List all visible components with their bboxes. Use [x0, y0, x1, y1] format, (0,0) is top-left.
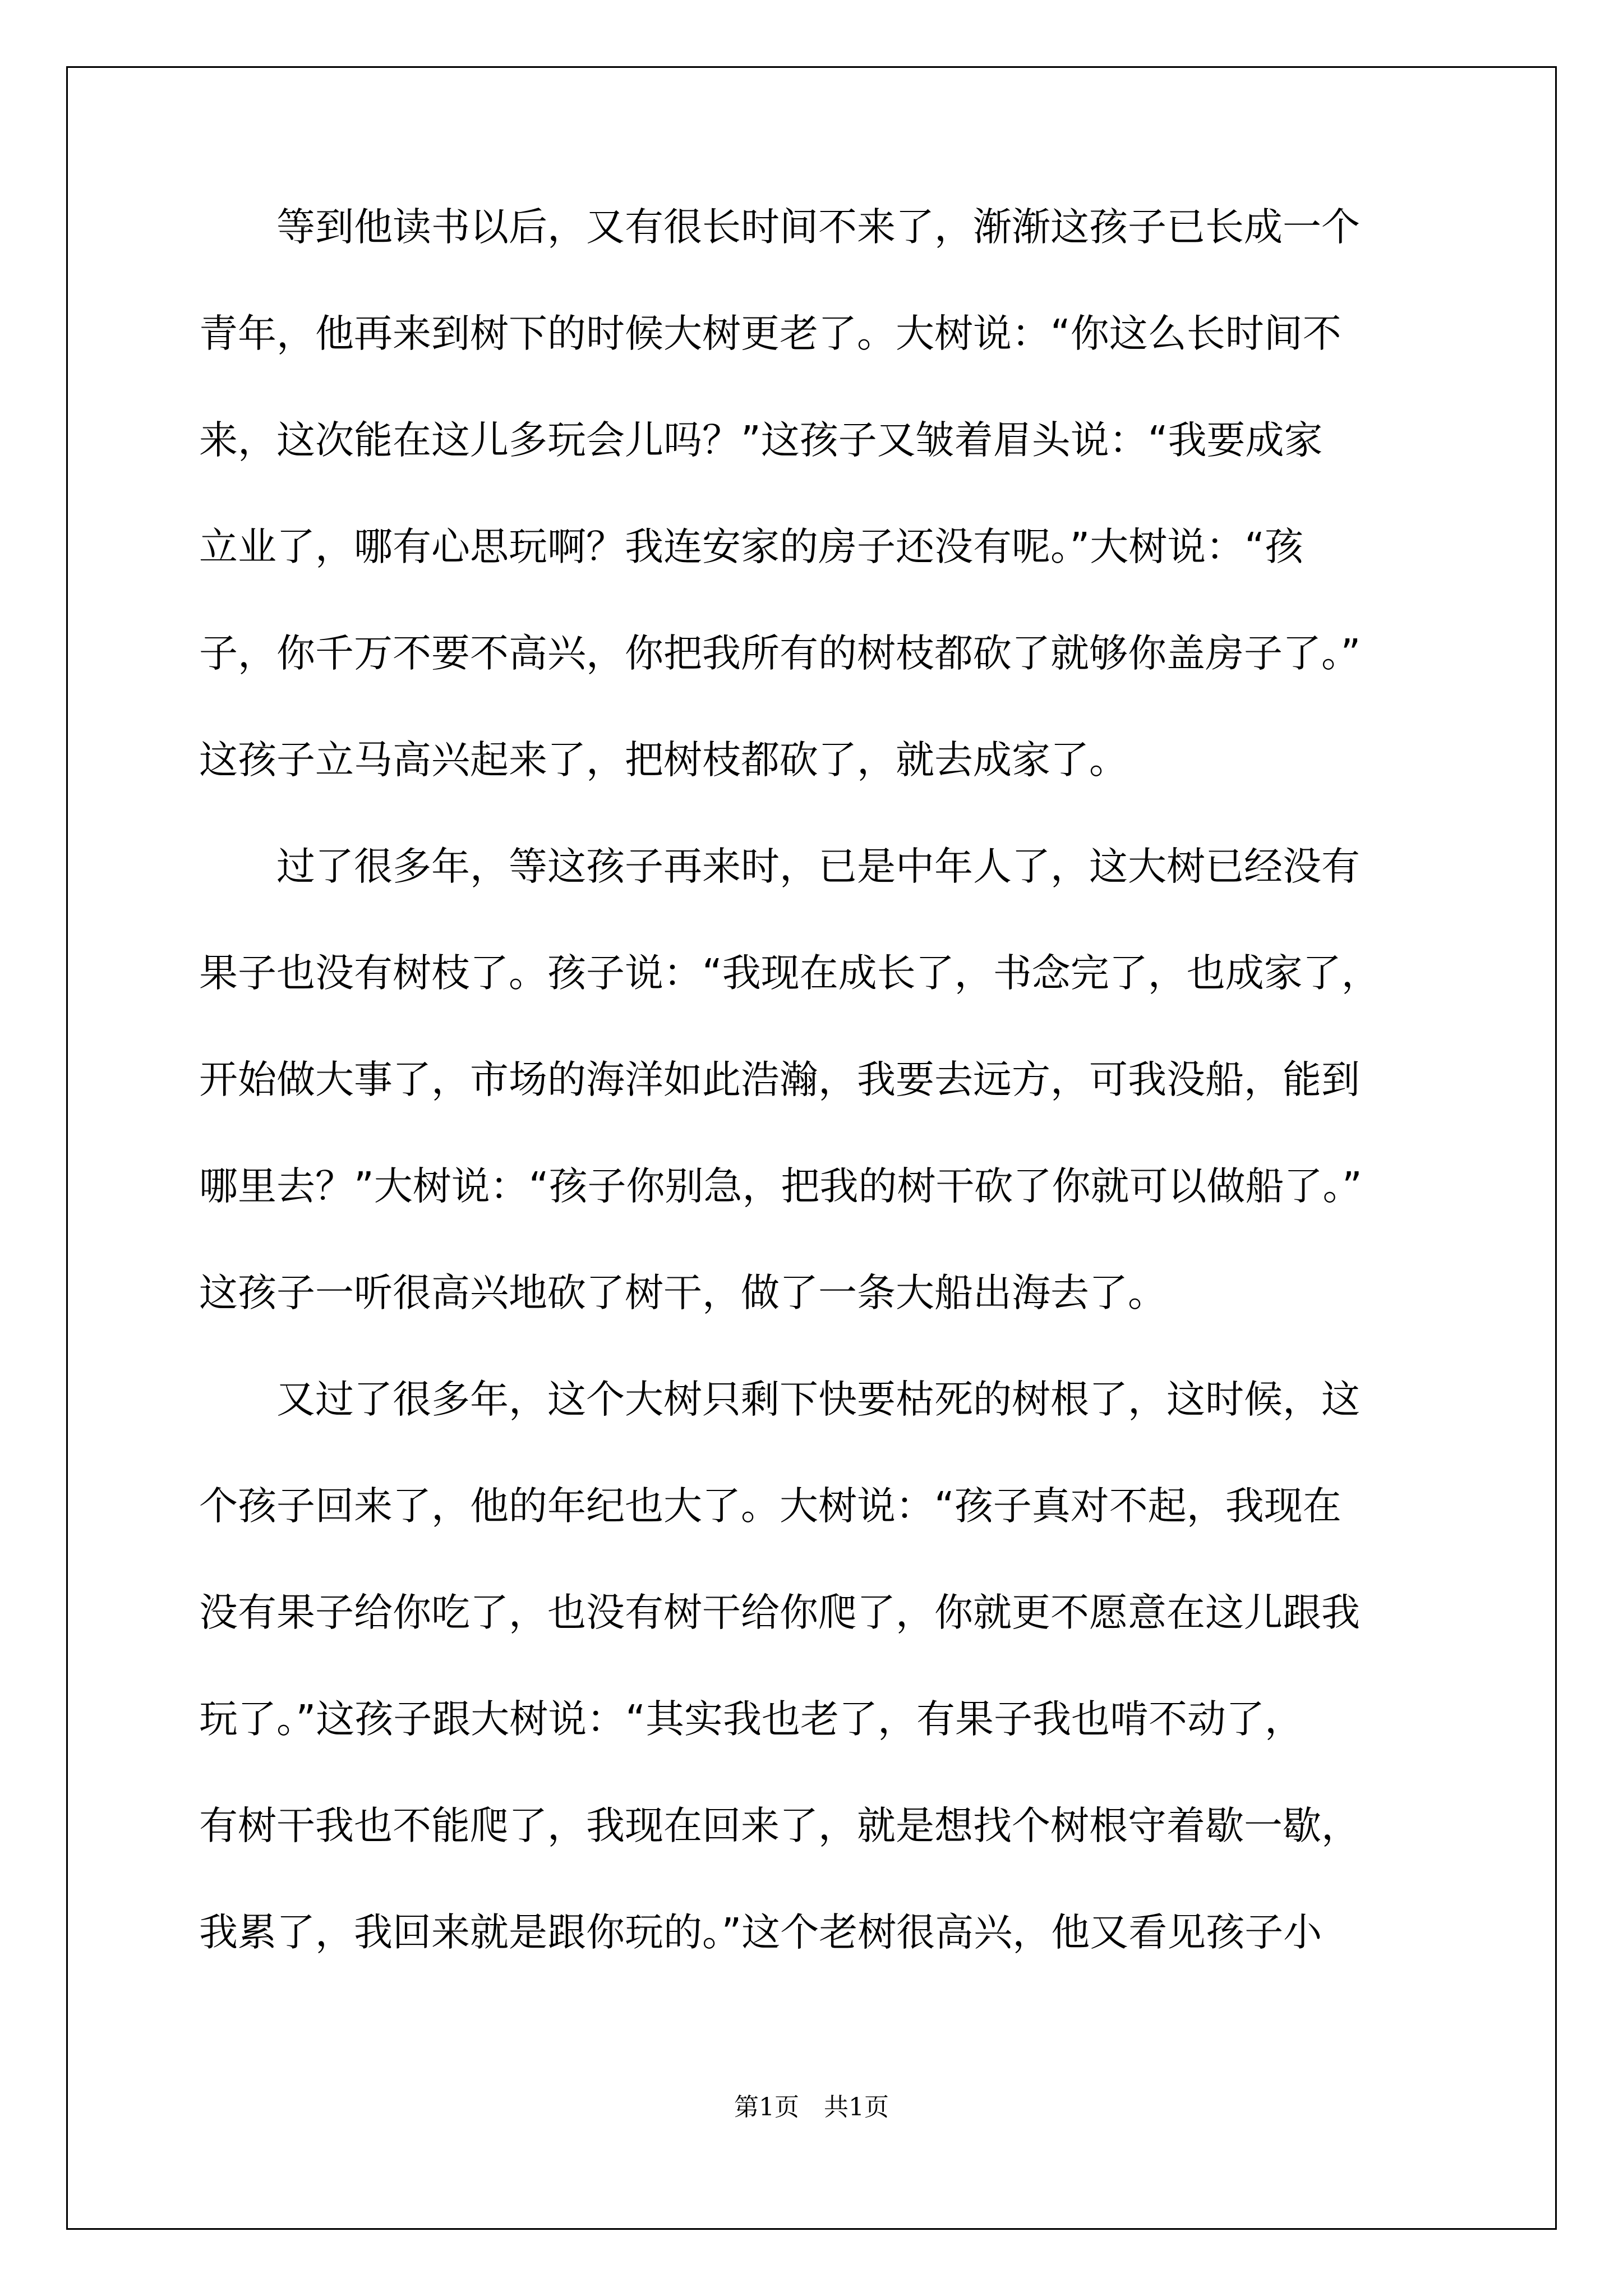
text-line: 玩了。”这孩子跟大树说：“其实我也老了，有果子我也啃不动了，: [199, 1697, 1303, 1742]
page-number-footer: 第1页 共1页: [734, 2093, 889, 2122]
text-line: 果子也没有树枝了。孩子说：“我现在成长了，书念完了，也成家了，: [199, 951, 1380, 996]
text-line: 立业了，哪有心思玩啊？我连安家的房子还没有呢。”大树说：“孩: [199, 524, 1303, 569]
text-line: 开始做大事了，市场的海洋如此浩瀚，我要去远方，可我没船，能到: [199, 1057, 1360, 1102]
text-line: 过了很多年，等这孩子再来时，已是中年人了，这大树已经没有: [199, 844, 1360, 889]
text-line: 又过了很多年，这个大树只剩下快要枯死的树根了，这时候，这: [199, 1377, 1360, 1422]
text-line: 子，你千万不要不高兴，你把我所有的树枝都砍了就够你盖房子了。”: [199, 631, 1361, 676]
text-line: 哪里去？”大树说：“孩子你别急，把我的树干砍了你就可以做船了。”: [199, 1164, 1362, 1209]
text-line: 青年，他再来到树下的时候大树更老了。大树说：“你这么长时间不: [199, 311, 1341, 356]
text-line: 没有果子给你吃了，也没有树干给你爬了，你就更不愿意在这儿跟我: [199, 1590, 1360, 1635]
text-line: 这孩子一听很高兴地砍了树干，做了一条大船出海去了。: [199, 1271, 1166, 1315]
text-line: 等到他读书以后，又有很长时间不来了，渐渐这孩子已长成一个: [199, 205, 1360, 250]
text-line: 这孩子立马高兴起来了，把树枝都砍了，就去成家了。: [199, 738, 1128, 783]
text-line: 个孩子回来了，他的年纪也大了。大树说：“孩子真对不起，我现在: [199, 1484, 1341, 1529]
text-line: 我累了，我回来就是跟你玩的。”这个老树很高兴，他又看见孩子小: [199, 1910, 1322, 1955]
text-line: 有树干我也不能爬了，我现在回来了，就是想找个树根守着歇一歇，: [199, 1803, 1360, 1848]
text-line: 来，这次能在这儿多玩会儿吗？”这孩子又皱着眉头说：“我要成家: [199, 418, 1323, 463]
